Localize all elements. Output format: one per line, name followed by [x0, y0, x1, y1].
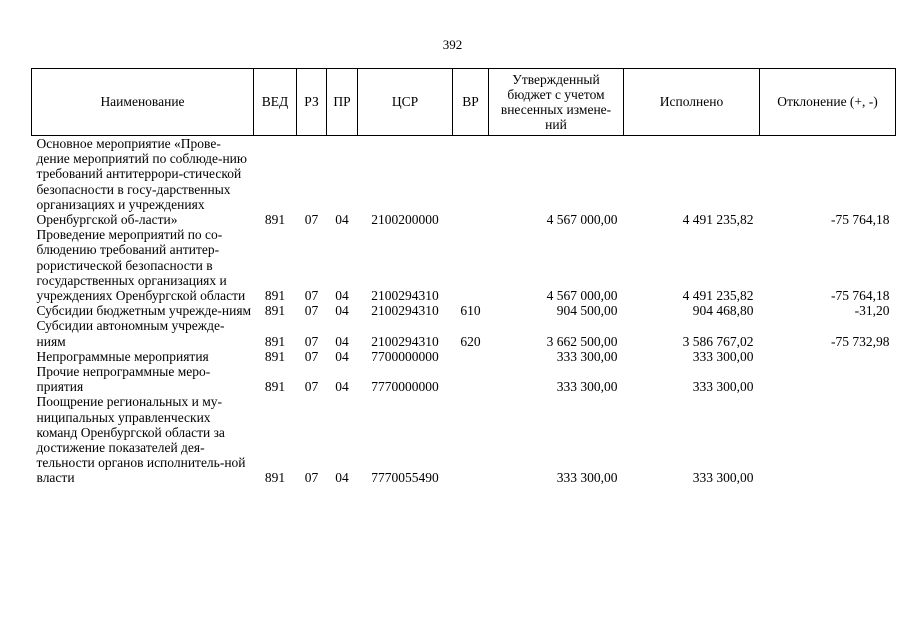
cell-approved: 904 500,00 [556, 303, 618, 319]
cell-pr: 04 [335, 288, 349, 304]
cell-rz: 07 [304, 348, 319, 364]
table-row [32, 318, 896, 348]
cell-name: Субсидии бюджетным учрежде-ниям [36, 303, 252, 319]
cell-pr: 04 [335, 379, 349, 395]
cell-rz: 07 [304, 379, 319, 395]
cell-rz: 07 [304, 303, 319, 319]
cell-pr: 04 [335, 470, 349, 486]
cell-deviation: -75 764,18 [831, 212, 890, 228]
table-body [32, 136, 896, 486]
cell-vr [453, 136, 489, 228]
cell-rz: 07 [304, 333, 319, 349]
cell-executed: 4 491 235,82 [682, 212, 754, 228]
cell-csr: 7770055490 [371, 470, 439, 486]
cell-name: Поощрение региональных и му-ниципальных управленческих команд Оренбургской области за достижение показателей дея-тельности органов исполнитель-ной власти [36, 394, 246, 486]
cell-name: Прочие непрограммные меро-приятия [36, 364, 211, 395]
cell-name: Основное мероприятие «Прове-дение мероприятий по соблюде-нию требований антитеррори-стической безопасности в госу-дарственных организациях и учреждениях Оренбургской об-ласти» [36, 136, 247, 228]
cell-ved: 891 [264, 470, 286, 486]
cell-approved: 4 567 000,00 [546, 288, 618, 304]
cell-csr: 2100294310 [371, 303, 439, 319]
header-executed: Исполнено [624, 69, 760, 136]
cell-approved: 333 300,00 [556, 379, 618, 395]
header-rz: РЗ [297, 69, 327, 136]
cell-ved: 891 [264, 212, 286, 228]
cell-csr: 7770000000 [371, 379, 439, 395]
page-number: 392 [442, 37, 463, 52]
cell-deviation: -31,20 [854, 303, 890, 319]
header-vr: ВР [453, 69, 489, 136]
cell-executed: 333 300,00 [692, 470, 754, 486]
cell-executed: 333 300,00 [692, 348, 754, 364]
cell-deviation: -75 732,98 [831, 333, 890, 349]
cell-executed: 3 586 767,02 [682, 333, 754, 349]
header-name: Наименование [32, 69, 254, 136]
cell-executed: 333 300,00 [692, 379, 754, 395]
cell-approved: 3 662 500,00 [546, 333, 618, 349]
cell-pr: 04 [335, 348, 349, 364]
cell-approved: 333 300,00 [556, 470, 618, 486]
cell-csr: 2100200000 [371, 212, 439, 228]
cell-executed: 904 468,80 [692, 303, 754, 319]
cell-csr: 7700000000 [371, 348, 439, 364]
cell-vr: 620 [460, 333, 481, 349]
cell-vr [453, 394, 489, 485]
table-row [32, 349, 896, 364]
cell-csr: 2100294310 [371, 333, 439, 349]
cell-csr: 2100294310 [371, 288, 439, 304]
cell-pr: 04 [335, 333, 349, 349]
header-approved: Утвержденный бюджет с учетом внесенных измене-ний [489, 69, 624, 136]
cell-ved: 891 [264, 288, 286, 304]
table-header [32, 69, 896, 136]
cell-deviation [760, 349, 896, 364]
table-row [32, 394, 896, 485]
cell-deviation [760, 394, 896, 485]
header-pr: ПР [327, 69, 358, 136]
cell-executed: 4 491 235,82 [682, 288, 754, 304]
cell-vr [453, 364, 489, 394]
table-row [32, 136, 896, 228]
cell-vr: 610 [460, 303, 481, 319]
header-csr: ЦСР [358, 69, 453, 136]
cell-rz: 07 [304, 212, 319, 228]
cell-name: Проведение мероприятий по со-блюдению требований антитер-рористической безопасности в государственных организациях и учреждениях Оренбургской области [36, 227, 246, 304]
table-row [32, 227, 896, 303]
cell-ved: 891 [264, 333, 286, 349]
table-row [32, 303, 896, 318]
cell-ved: 891 [264, 348, 286, 364]
cell-ved: 891 [264, 303, 286, 319]
cell-deviation: -75 764,18 [831, 288, 890, 304]
budget-table [31, 68, 896, 486]
cell-approved: 333 300,00 [556, 348, 618, 364]
header-ved: ВЕД [254, 69, 297, 136]
cell-pr: 04 [335, 212, 349, 228]
table-row [32, 364, 896, 394]
header-deviation: Отклонение (+, -) [760, 69, 896, 136]
cell-name: Субсидии автономным учрежде-ниям [36, 318, 225, 349]
cell-vr [453, 227, 489, 303]
cell-name: Непрограммные мероприятия [36, 348, 209, 364]
cell-rz: 07 [304, 288, 319, 304]
cell-rz: 07 [304, 470, 319, 486]
cell-ved: 891 [264, 379, 286, 395]
cell-vr [453, 349, 489, 364]
cell-deviation [760, 364, 896, 394]
cell-approved: 4 567 000,00 [546, 212, 618, 228]
cell-pr: 04 [335, 303, 349, 319]
